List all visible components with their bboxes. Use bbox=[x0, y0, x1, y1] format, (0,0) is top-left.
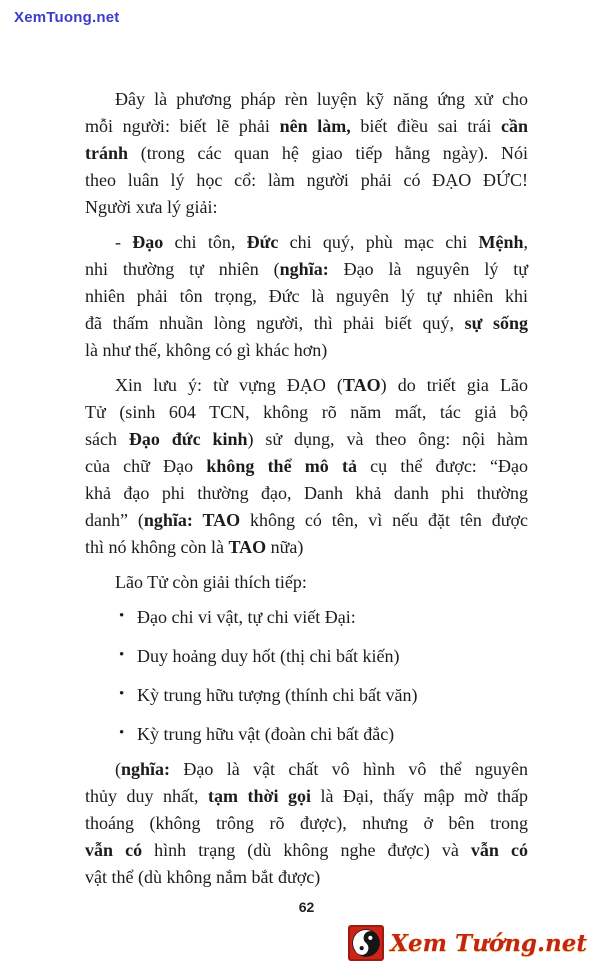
text-line: tránh (trong các quan hệ giao tiếp hằng ngày). Nói bbox=[85, 143, 528, 163]
text-line: theo luân lý học cổ: làm người phải có ĐẠO ĐỨC! bbox=[85, 170, 528, 190]
text-line: thì nó không còn là TAO nữa) bbox=[85, 537, 304, 557]
text-line: đã thấm nhuần lòng người, thì phải biết quý, sự sống bbox=[85, 313, 528, 333]
text-line: của chữ Đạo không thể mô tả cụ thể được: “Đạo bbox=[85, 456, 528, 476]
text-line: Đây là phương pháp rèn luyện kỹ năng ứng xử cho bbox=[115, 89, 528, 109]
text-line: nhiên phải tôn trọng, Đức là nguyên lý tự nhiên khi bbox=[85, 286, 528, 306]
bullet-dot-icon: • bbox=[119, 686, 125, 702]
footer bbox=[85, 899, 528, 917]
text-line: vẫn có hình trạng (dù không nghe được) và vẫn có bbox=[85, 840, 528, 860]
text-line: mỗi người: biết lẽ phải nên làm, biết điều sai trái cần bbox=[85, 116, 528, 136]
watermark-site-name: XemTuong.net bbox=[14, 9, 120, 26]
text-line: Xin lưu ý: từ vựng ĐẠO (TAO) do triết gia Lão bbox=[115, 375, 528, 395]
bullet-item bbox=[85, 643, 528, 670]
text-line: (nghĩa: Đạo là vật chất vô hình vô thể nguyên bbox=[115, 759, 528, 779]
bullet-text: Duy hoảng duy hốt (thị chi bất kiến) bbox=[137, 646, 400, 666]
paragraph bbox=[85, 569, 528, 596]
text-line: Tử (sinh 604 TCN, không rõ năm mất, tác giả bộ bbox=[85, 402, 528, 422]
text-line: Lão Tử còn giải thích tiếp: bbox=[115, 572, 307, 592]
bullet-list bbox=[85, 604, 528, 748]
yin-yang-icon bbox=[348, 925, 384, 961]
bullet-text: Kỳ trung hữu vật (đoàn chi bất đắc) bbox=[137, 724, 395, 744]
page-number: 62 bbox=[298, 899, 315, 915]
paragraph bbox=[85, 756, 528, 891]
bullet-dot-icon: • bbox=[119, 608, 125, 624]
text-line: là như thế, không có gì khác hơn) bbox=[85, 340, 328, 360]
text-line: thoáng (không trông rõ được), nhưng ở bên trong bbox=[85, 813, 528, 833]
text-line: thủy duy nhất, tạm thời gọi là Đại, thấy mập mờ thấp bbox=[85, 786, 528, 806]
paragraph bbox=[85, 229, 528, 364]
bullet-item bbox=[85, 604, 528, 631]
paragraph bbox=[85, 86, 528, 221]
bullet-item bbox=[85, 721, 528, 748]
text-line: khả đạo phi thường đạo, Danh khả danh phi thường bbox=[85, 483, 528, 503]
paragraph bbox=[85, 372, 528, 561]
text-line: vật thể (dù không nắm bắt được) bbox=[85, 867, 321, 887]
body-text bbox=[85, 86, 528, 899]
logo-text: Xem Tướng.net bbox=[390, 929, 587, 957]
bullet-text: Đạo chi vi vật, tự chi viết Đại: bbox=[137, 607, 356, 627]
text-line: danh” (nghĩa: TAO không có tên, vì nếu đặt tên được bbox=[85, 510, 528, 530]
bullet-text: Kỳ trung hữu tượng (thính chi bất văn) bbox=[137, 685, 418, 705]
text-line: sách Đạo đức kinh) sử dụng, và theo ông: nội hàm bbox=[85, 429, 528, 449]
bullet-dot-icon: • bbox=[119, 725, 125, 741]
bullet-item bbox=[85, 682, 528, 709]
bullet-dot-icon: • bbox=[119, 647, 125, 663]
text-line: Người xưa lý giải: bbox=[85, 197, 218, 217]
footer-logo bbox=[348, 923, 587, 963]
text-line: nhi thường tự nhiên (nghĩa: Đạo là nguyên lý tự bbox=[85, 259, 528, 279]
text-line: - Đạo chi tôn, Đức chi quý, phù mạc chi Mệnh, bbox=[115, 232, 528, 252]
